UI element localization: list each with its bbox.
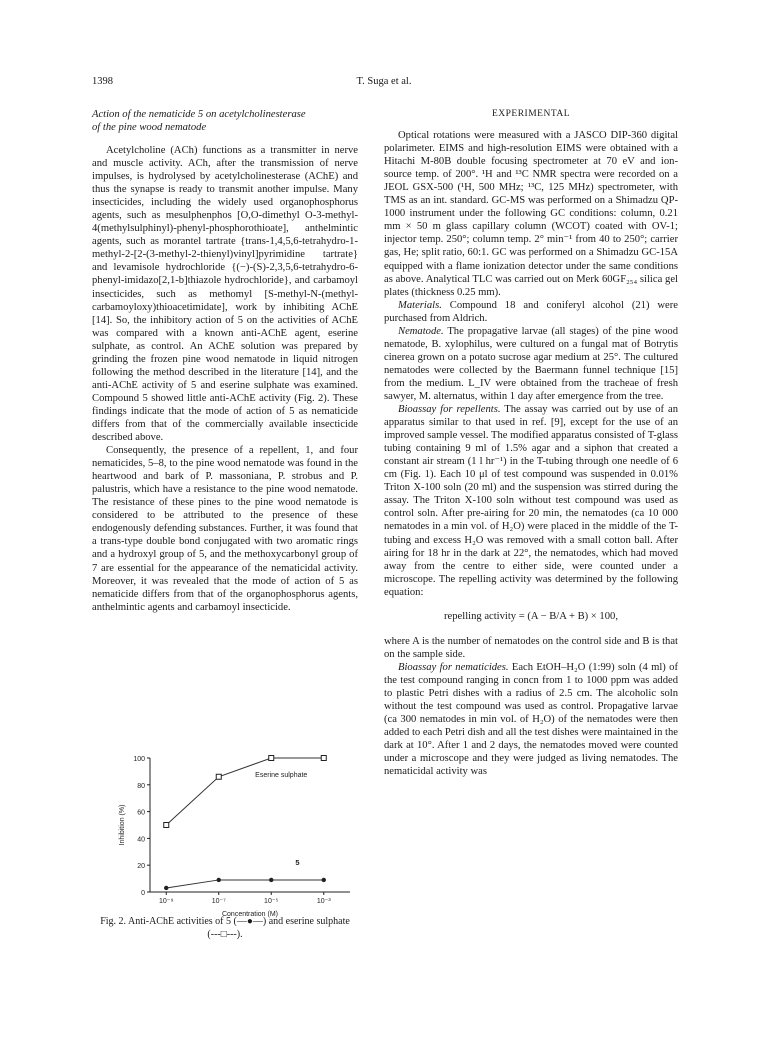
figure-caption bbox=[92, 916, 358, 941]
figure-2-chart bbox=[92, 752, 358, 918]
x-tick-label: 10⁻³ bbox=[316, 898, 331, 905]
data-point-circle bbox=[322, 878, 326, 882]
y-tick-label: 60 bbox=[137, 809, 145, 817]
y-tick-label: 40 bbox=[137, 836, 145, 844]
series-label-compound-5: 5 bbox=[295, 858, 300, 868]
page-number: 1398 bbox=[92, 76, 113, 87]
data-point-square bbox=[269, 756, 274, 761]
y-tick-label: 0 bbox=[141, 890, 145, 897]
section-title bbox=[92, 108, 358, 134]
section-heading-experimental: EXPERIMENTAL bbox=[491, 109, 571, 119]
paragraph-text: The propagative larvae (all stages) of the pine wood nematode, B. xylophilus, were cultured on a fungal mat of Botrytis cinerea grown on a potato sucrose agar medium at 25°. The cultured nematodes were collected by the Baermann funnel technique [15] from the medium. L_IV were obtained from the tracheae of fresh sawyer, M. alternatus, within 1 day after emergence from the tree. bbox=[384, 325, 678, 402]
right-column bbox=[384, 108, 678, 778]
paragraph: Acetylcholine (ACh) functions as a transmitter in nerve and muscle activity. ACh, after the transmission of nerve impulses, is hydrolysed by acetylcholinesterase (AChE) and thus the synapse is ready to transmit another impulse. Many insecticides, including the widely used organophosphorus agents, such as mesulphenphos [O,O-dimethyl O-3-methyl-4(methylsulphinyl)-phenyl-phosphorothioate], anthelmintic agents, such as morantel tartrate {trans-1,4,5,6-tetrahydro-1-methyl-2-[2-(3-methyl-2-thienyl)vinyl]pyrimidine tartrate} and levamisole hydrochloride {(−)-(S)-2,3,5,6-tetrahydro-6-phenyl-imidazo[2,1-b]thiazole hydrochloride}, and carbamoyl insecticides, such as methomyl [S-methyl-N-(methyl-carbamoyloxy)thioacetimidate], work by inhibiting AChE [14]. So, the inhibitory action of 5 on the activities of AChE was compared with a known anti-AChE agent, eserine sulphate, as control. An AChE solution was prepared by grinding the frozen pine wood nematode in liquid nitrogen following the method described in the literature [14], and the anti-AChE activity of 5 and eserine sulphate was examined. Compound 5 showed little anti-AChE activity (Fig. 2). These findings indicate that the mode of action of 5 as nematicide differs from that of the commercially available insecticide described above. bbox=[92, 145, 358, 444]
y-axis-label: Inhibition (%) bbox=[119, 804, 126, 846]
page-header bbox=[92, 76, 676, 92]
x-tick-label: 10⁻⁷ bbox=[211, 898, 226, 905]
paragraph: Consequently, the presence of a repellent, 1, and four nematicides, 5–8, to the pine wood nematode was found in the heartwood and bark of P. massoniana, P. strobus and P. palustris, which have a resistance to the pine wood nematode. The resistance of these pines to the pine wood nematode is considered to be attributed to the presence of these endogenously defending substances. Further, it was found that a trans-type double bond conjugated with two aromatic rings and a hydroxyl group of 5, and the methoxycarbonyl group of 7 are essential for the appearance of the nematicidal activity. Moreover, it was revealed that the mode of action of 5 as nematicide differs from that of the organophosphorus agents, anthelmintic agents and carbamoyl insecticide. bbox=[92, 445, 358, 613]
x-axis-label: Concentration (M) bbox=[221, 911, 279, 918]
section-title-line-2: of the pine wood nematode bbox=[92, 122, 207, 133]
caption-line-1: Fig. 2. Anti-AChE activities of 5 (—●—) and eserine sulphate bbox=[100, 916, 350, 927]
y-tick-label: 100 bbox=[133, 756, 145, 763]
equation: repelling activity = (A − B/A + B) × 100, bbox=[444, 610, 618, 622]
x-tick-label: 10⁻⁵ bbox=[264, 898, 279, 905]
run-in-heading: Materials. bbox=[398, 299, 442, 311]
data-point-square bbox=[321, 756, 326, 761]
y-tick-label: 80 bbox=[137, 782, 145, 790]
paragraph bbox=[384, 403, 678, 599]
paragraph-text: The assay was carried out by use of an apparatus similar to that used in ref. [9], except for the use of an improved sample vessel. The modified apparatus consisted of T-glass tubing containing 9 ml of 1.5% agar and a siphon that created a constant air stream (1 l hr⁻¹) in the T-tubing through one needle of 6 cm (Fig. 1). Each 10 μl of test compound was suspended in 0.01% Triton X-100 soln (20 ml) and the suspension was stirred during the assay. The Triton X-100 soln without test compound was used as control soln. After pre-airing for 20 min, the nematodes (ca 10 000 nematodes in a min vol. of H₂O) were placed in the middle of the T-tubing and excess H₂O was removed with a small cotton ball. After airing for 18 hr in the dark at 22°, the nematodes, which had moved away from the centre to either side, were counted under a microscope. The repelling activity was determined by the following equation: bbox=[384, 404, 678, 598]
paragraph bbox=[384, 299, 678, 325]
running-head: T. Suga et al. bbox=[356, 76, 412, 87]
data-point-circle bbox=[269, 878, 273, 882]
run-in-heading: Bioassay for repellents. bbox=[398, 404, 501, 416]
chart-svg bbox=[92, 752, 358, 918]
data-point-circle bbox=[217, 878, 221, 882]
x-tick-label: 10⁻⁹ bbox=[159, 898, 174, 905]
series-label-eserine: Eserine sulphate bbox=[255, 771, 308, 779]
paragraph bbox=[384, 661, 678, 778]
caption-line-2: (---□---). bbox=[207, 928, 243, 940]
paragraph-text: Compound 18 and coniferyl alcohol (21) were purchased from Aldrich. bbox=[384, 299, 678, 324]
series-line bbox=[166, 880, 324, 888]
paragraph-text: Each EtOH–H₂O (1:99) soln (4 ml) of the test compound ranging in concn from 1 to 1000 ppm was added to plastic Petri dishes with a radius of 2.5 cm. The alcoholic soln without the test compound was used as control. Propagative larvae (ca 300 nematodes in min vol. of H₂O) of the nematodes were then added to each Petri dish and all the test dishes were maintained in the dark at 10°. After 1 and 2 days, the nematodes moved were counted under a microscope and they were judged as living nematodes. The nematicidal activity was bbox=[384, 661, 678, 778]
section-title-line-1: Action of the nematicide 5 on acetylcholinesterase bbox=[92, 109, 306, 120]
data-point-square bbox=[164, 823, 169, 828]
paragraph: Optical rotations were measured with a JASCO DIP-360 digital polarimeter. EIMS and high-resolution EIMS were obtained with a Hitachi M-80B double focusing spectrometer at 70 eV and ion-source temp. of 200°. ¹H and ¹³C NMR spectra were recorded on a JEOL GSX-500 (¹H, 500 MHz; ¹³C, 125 MHz) spectrometer, with TMS as an int. standard. GC-MS was performed on a Shimadzu QP-1000 instrument under the following GC conditions: column, 0.21 mm × 50 m glass capillary column (WCOT) coated with OV-1; injector temp. 250°; column temp. 2° min⁻¹ from 40 to 250°; carrier gas, He; split ratio, 60:1. GC was performed on a Shimadzu GC-15A equipped with a flame ionization detector under the same conditions as above. Analytical TLC was carried out on Merk 60GF₂₅₄ silica gel plates (thickness 0.25 mm). bbox=[384, 130, 678, 298]
y-tick-label: 20 bbox=[137, 863, 145, 871]
paragraph bbox=[384, 325, 678, 403]
data-point-square bbox=[216, 774, 221, 779]
series-line bbox=[166, 758, 324, 825]
run-in-heading: Nematode. bbox=[398, 325, 444, 337]
run-in-heading: Bioassay for nematicides. bbox=[398, 661, 509, 673]
paragraph: where A is the number of nematodes on the control side and B is that on the sample side. bbox=[384, 635, 678, 660]
left-column bbox=[92, 108, 358, 614]
data-point-circle bbox=[164, 886, 168, 890]
